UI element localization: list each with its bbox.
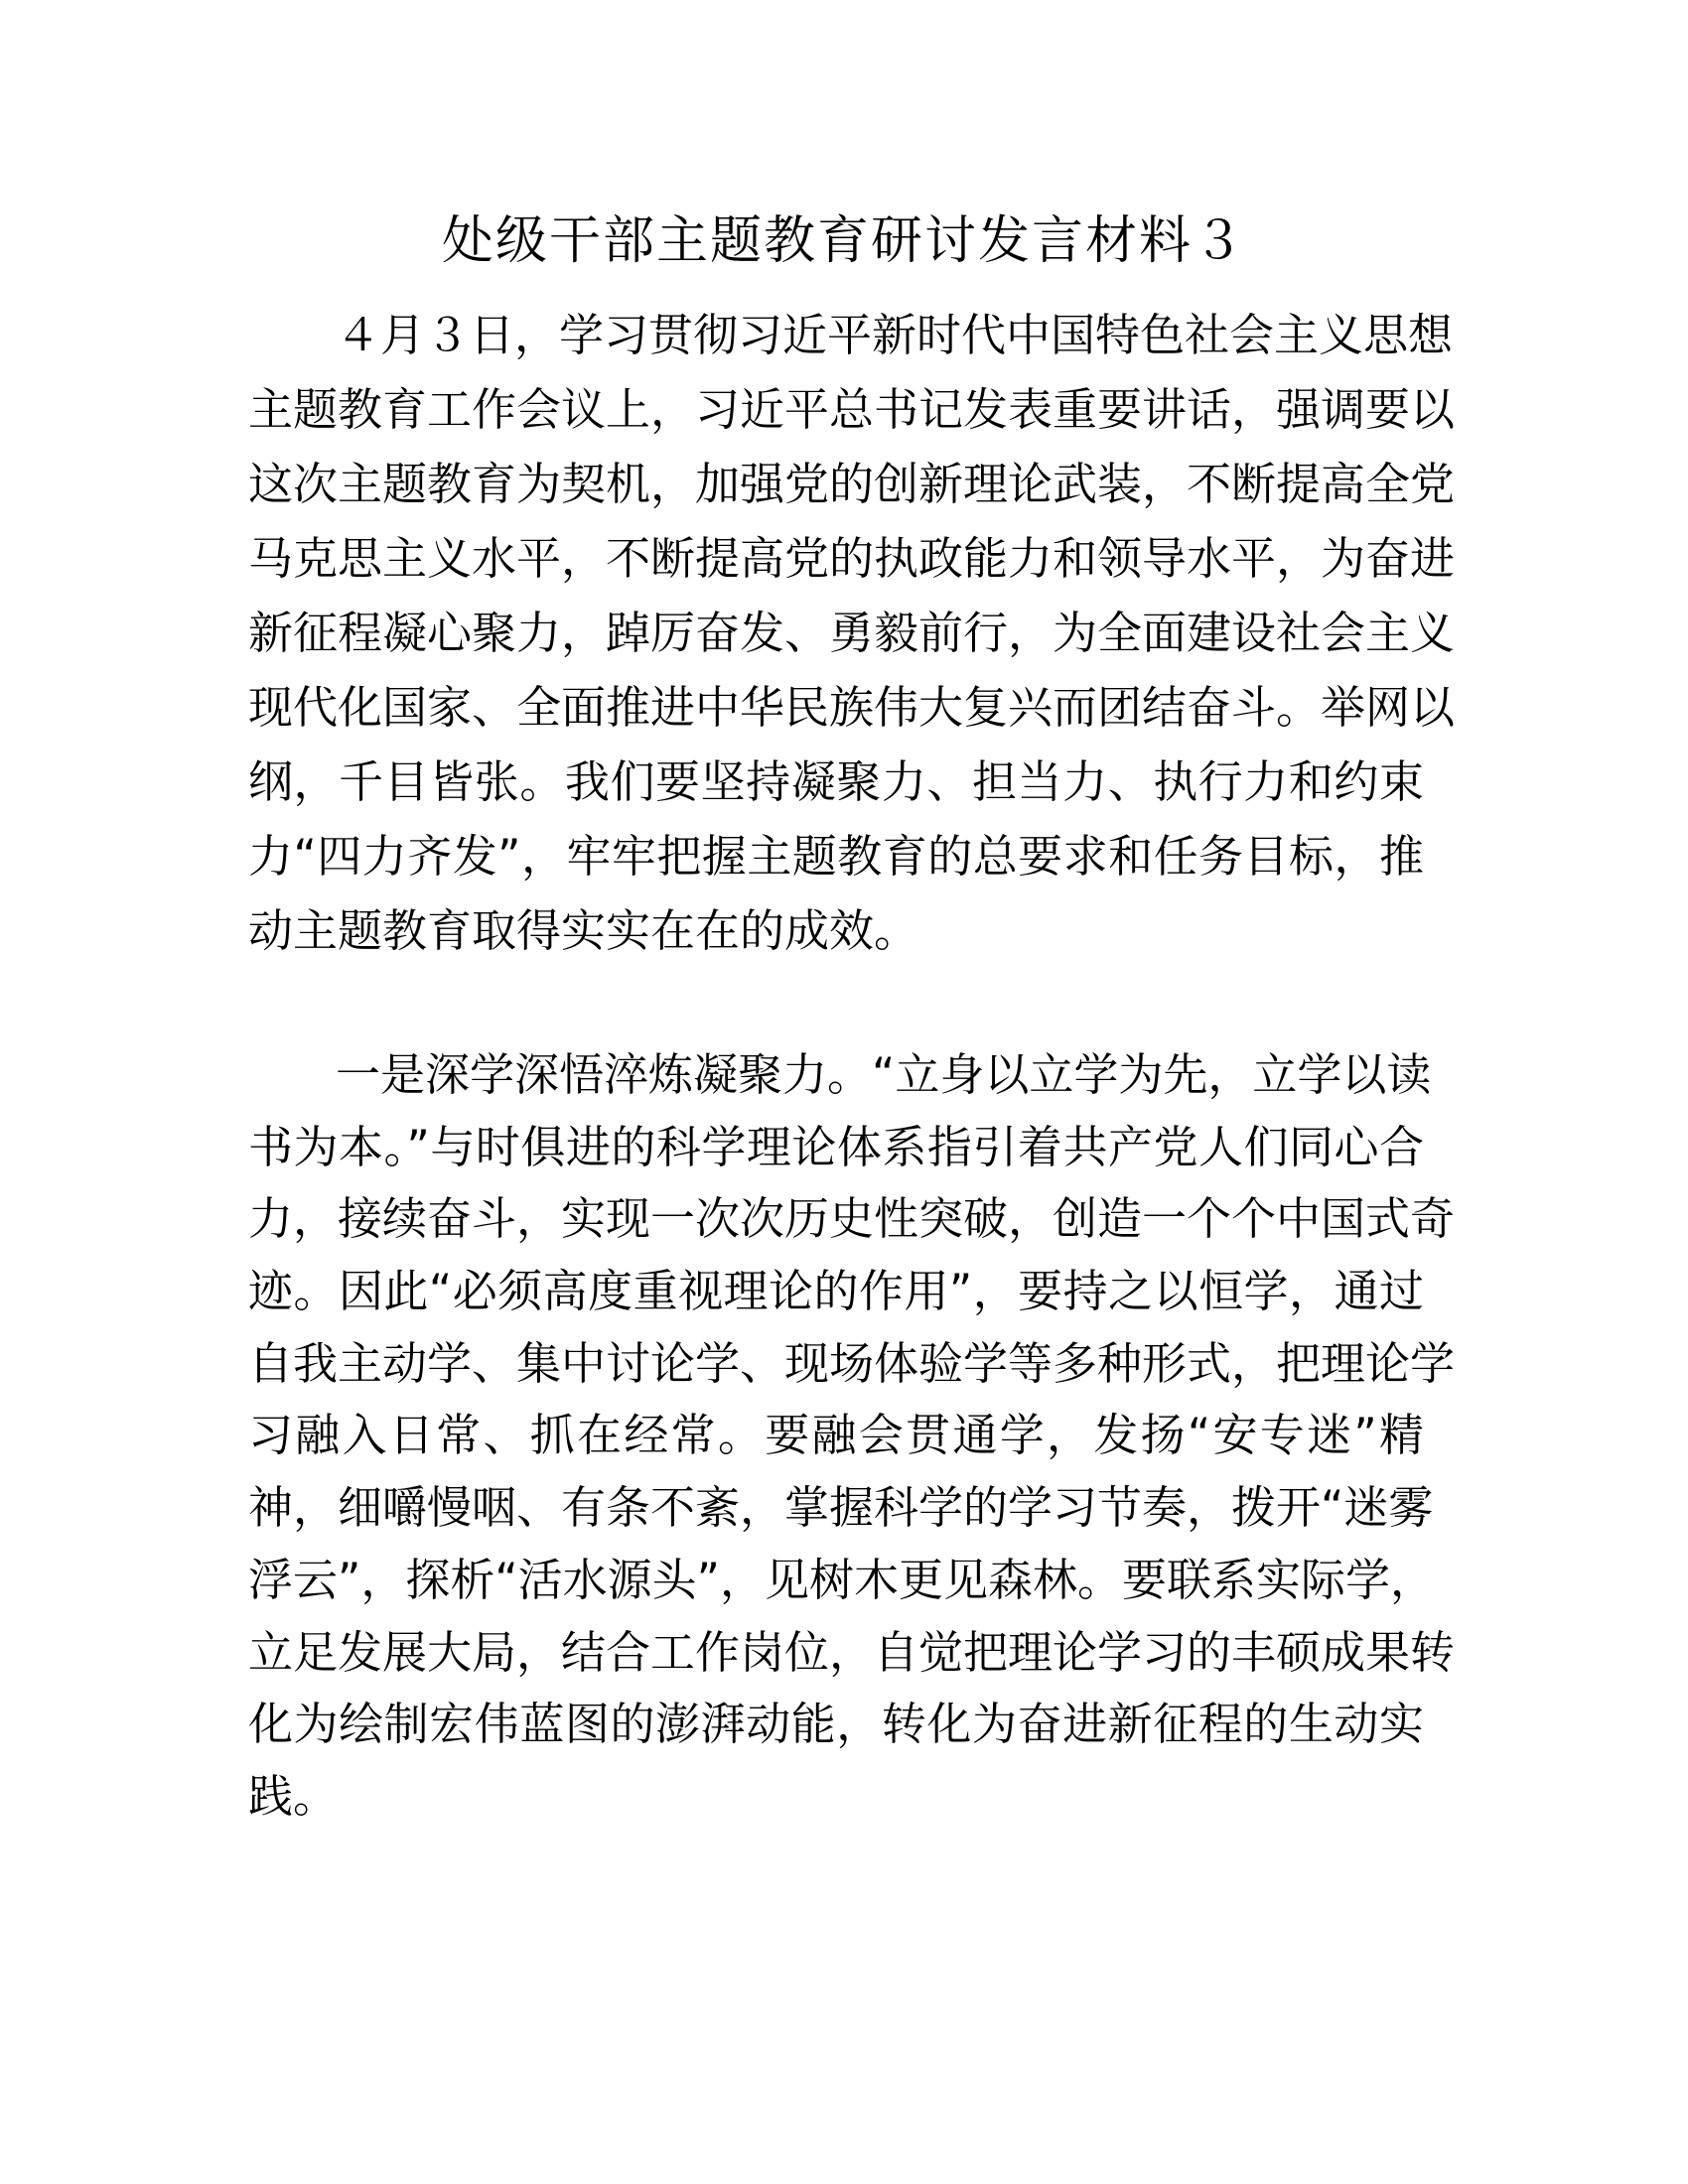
- text-line: 力，接续奋斗，实现一次次历史性突破，创造一个个中国式奇: [248, 1192, 1456, 1246]
- paragraph-intro: [248, 298, 1456, 968]
- text-line: 化为绘制宏伟蓝图的澎湃动能，转化为奋进新征程的生动实: [248, 1698, 1424, 1751]
- text-line: 纲，千目皆张。我们要坚持凝聚力、担当力、执行力和约束: [248, 755, 1424, 808]
- text-line: 践。: [248, 1769, 339, 1823]
- text-line: 浮云”，探析“活水源头”，见树木更见森林。要联系实际学，: [248, 1553, 1435, 1606]
- text-line: 新征程凝心聚力，踔厉奋发、勇毅前行，为全面建设社会主义: [248, 607, 1456, 659]
- text-line: 习融入日常、抓在经常。要融会贯通学，发扬“安专迷”精: [248, 1409, 1424, 1462]
- text-line: 迹。因此“必须高度重视理论的作用”，要持之以恒学，通过: [248, 1265, 1424, 1318]
- text-line: ４月３日，学习贯彻习近平新时代中国特色社会主义思想: [336, 309, 1454, 361]
- text-line: 一是深学深悟淬炼凝聚力。“立身以立学为先，立学以读: [336, 1048, 1432, 1101]
- text-line: 神，细嚼慢咽、有条不紊，掌握科学的学习节奏，拨开“迷雾: [248, 1481, 1434, 1535]
- text-line: 自我主动学、集中讨论学、现场体验学等多种形式，把理论学: [248, 1336, 1456, 1390]
- paragraph-point-one: [248, 1039, 1456, 1834]
- document-title: 处级干部主题教育研讨发言材料３: [441, 211, 1246, 271]
- text-line: 现代化国家、全面推进中华民族伟大复兴而团结奋斗。举网以: [248, 681, 1456, 734]
- text-line: 主题教育工作会议上，习近平总书记发表重要讲话，强调要以: [248, 383, 1456, 436]
- text-line: 马克思主义水平，不断提高党的执政能力和领导水平，为奋进: [248, 532, 1456, 585]
- text-line: 立足发展大局，结合工作岗位，自觉把理论学习的丰硕成果转: [248, 1625, 1456, 1679]
- text-line: 书为本。”与时俱进的科学理论体系指引着共产党人们同心合: [248, 1120, 1424, 1173]
- text-line: 力“四力齐发”，牢牢把握主题教育的总要求和任务目标，推: [248, 830, 1424, 883]
- text-line: 这次主题教育为契机，加强党的创新理论武装，不断提高全党: [248, 458, 1456, 510]
- text-line: 动主题教育取得实实在在的成效。: [248, 904, 919, 957]
